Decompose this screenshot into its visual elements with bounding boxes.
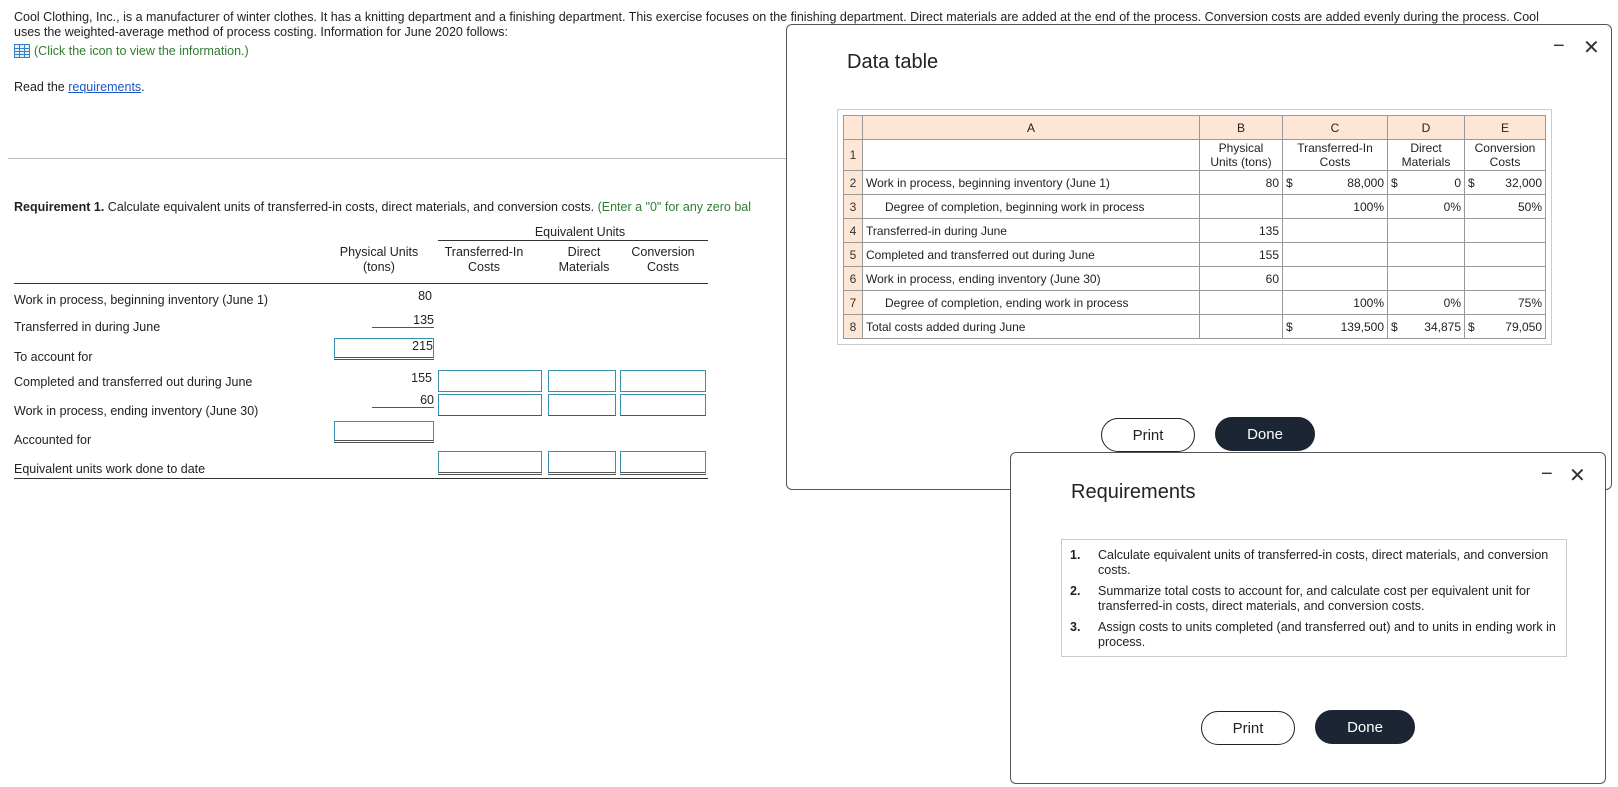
column-letter-row	[844, 116, 1546, 140]
cell-e	[1479, 243, 1546, 267]
data-print-button[interactable]: Print	[1101, 418, 1195, 452]
intro-line-1: Cool Clothing, Inc., is a manufacturer of winter clothes. It has a knitting department and a finishing department. This exercise focuses on the finishing department. Direct materials are added at the end of the process. Conversion costs are added evenly during the process. Cool	[14, 10, 1539, 24]
cell-e-sym: $	[1465, 171, 1480, 195]
header-c	[1283, 140, 1388, 171]
requirement-1-text: Calculate equivalent units of transferred-in costs, direct materials, and conversion costs.	[104, 200, 598, 214]
data-table	[843, 115, 1546, 339]
data-done-button[interactable]: Done	[1215, 417, 1315, 451]
cell-e: 50%	[1479, 195, 1546, 219]
row-label: Completed and transferred out during June	[863, 243, 1200, 267]
cell-d-sym	[1388, 291, 1403, 315]
conversion-ending-input[interactable]	[620, 394, 706, 416]
conversion-equiv-input[interactable]	[620, 451, 706, 475]
row-label-completed: Completed and transferred out during June	[14, 375, 253, 389]
item-num: 1.	[1070, 548, 1081, 562]
cell-e	[1479, 219, 1546, 243]
row-num-1: 1	[844, 140, 863, 171]
cell-d	[1402, 219, 1465, 243]
physical-units-header	[334, 245, 424, 275]
row-label: Total costs added during June	[863, 315, 1200, 339]
transferred-in-ending-input[interactable]	[438, 394, 542, 416]
header-c-l2: Costs	[1319, 155, 1351, 169]
transferred-in-completed-input[interactable]	[438, 370, 542, 392]
cell-e-sym	[1465, 195, 1480, 219]
physical-units-header-l2: (tons)	[363, 260, 395, 274]
row-label-wip-ending: Work in process, ending inventory (June 30)	[14, 404, 259, 418]
row-num: 7	[844, 291, 863, 315]
col-letter-b: B	[1200, 116, 1283, 140]
transferred-in-header-l1: Transferred-In	[444, 245, 524, 259]
row-label-accounted-for: Accounted for	[14, 433, 92, 447]
row-label-wip-beginning: Work in process, beginning inventory (June 1)	[14, 293, 269, 307]
minimize-icon[interactable]: −	[1541, 463, 1553, 485]
item-text: Calculate equivalent units of transferred-in costs, direct materials, and conversion costs.	[1098, 548, 1549, 577]
header-e	[1465, 140, 1546, 171]
header-c-l1: Transferred-In	[1297, 141, 1373, 155]
click-info-text[interactable]: (Click the icon to view the information.)	[34, 44, 249, 58]
cell-d	[1402, 243, 1465, 267]
cell-c	[1297, 267, 1388, 291]
bottom-rule	[14, 478, 708, 479]
table-row	[844, 267, 1546, 291]
close-icon[interactable]: ✕	[1583, 37, 1600, 59]
cell-e-sym: $	[1465, 315, 1480, 339]
list-item	[1070, 548, 1558, 578]
conversion-costs-header	[620, 245, 706, 275]
requirement-1-label: Requirement 1.	[14, 200, 105, 214]
requirements-link[interactable]: requirements	[68, 80, 142, 94]
cell-c: 100%	[1297, 291, 1388, 315]
table-row	[844, 195, 1546, 219]
physical-accounted-for-input[interactable]	[334, 421, 434, 443]
cell-c: 100%	[1297, 195, 1388, 219]
cell-c: 88,000	[1297, 171, 1388, 195]
intro-line-2: uses the weighted-average method of process costing. Information for June 2020 follows:	[14, 25, 509, 39]
conversion-costs-header-l2: Costs	[647, 260, 679, 274]
cell-c-sym	[1283, 219, 1298, 243]
row-label: Degree of completion, beginning work in process	[863, 195, 1200, 219]
requirements-title: Requirements	[1071, 481, 1196, 503]
close-icon[interactable]: ✕	[1569, 465, 1586, 487]
cell-e-sym	[1465, 291, 1480, 315]
data-table-icon[interactable]	[14, 44, 30, 58]
physical-completed: 155	[411, 371, 432, 385]
cell-b	[1200, 195, 1283, 219]
direct-materials-header	[544, 245, 624, 275]
row-num: 4	[844, 219, 863, 243]
cell-d: 34,875	[1402, 315, 1465, 339]
corner-cell	[844, 116, 863, 140]
col-letter-e: E	[1465, 116, 1546, 140]
physical-to-account-for[interactable]: 215	[334, 338, 434, 360]
cell-c-sym: $	[1283, 315, 1298, 339]
direct-materials-completed-input[interactable]	[548, 370, 616, 392]
read-requirements	[14, 80, 145, 94]
cell-c-sym	[1283, 195, 1298, 219]
data-table-popup	[786, 24, 1612, 490]
read-prefix: Read the	[14, 80, 69, 94]
direct-materials-header-l2: Materials	[558, 260, 610, 274]
col-letter-a: A	[863, 116, 1200, 140]
table-row	[844, 243, 1546, 267]
physical-wip-beginning: 80	[418, 289, 432, 303]
cell-b: 80	[1200, 171, 1283, 195]
row-num: 2	[844, 171, 863, 195]
header-e-l2: Costs	[1489, 155, 1521, 169]
cell-d	[1402, 267, 1465, 291]
row-label-to-account-for: To account for	[14, 350, 93, 364]
item-num: 2.	[1070, 584, 1081, 598]
cell-b: 155	[1200, 243, 1283, 267]
header-b-l1: Physical	[1218, 141, 1264, 155]
cell-c	[1297, 243, 1388, 267]
list-item	[1070, 620, 1558, 650]
row-label-equivalent-units: Equivalent units work done to date	[14, 462, 206, 476]
header-b	[1200, 140, 1283, 171]
requirement-1-hint: (Enter a "0" for any zero bal	[597, 200, 752, 214]
transferred-in-header	[434, 245, 534, 275]
header-rule	[14, 283, 708, 284]
cell-e: 79,050	[1479, 315, 1546, 339]
requirements-list	[1061, 539, 1567, 657]
header-d	[1388, 140, 1465, 171]
transferred-in-equiv-input[interactable]	[438, 451, 542, 475]
data-table-title: Data table	[847, 51, 939, 73]
cell-d-sym	[1388, 219, 1403, 243]
cell-e-sym	[1465, 219, 1480, 243]
direct-materials-equiv-input[interactable]	[548, 451, 616, 475]
table-row	[844, 171, 1546, 195]
row-num: 3	[844, 195, 863, 219]
conversion-costs-header-l1: Conversion	[631, 245, 695, 259]
item-num: 3.	[1070, 620, 1081, 634]
header-b-l2: Units (tons)	[1210, 155, 1272, 169]
row-label-transferred-in: Transferred in during June	[14, 320, 161, 334]
cell-d-sym	[1388, 195, 1403, 219]
item-text: Assign costs to units completed (and transferred out) and to units in ending work in process.	[1098, 620, 1556, 649]
cell-d-sym	[1388, 267, 1403, 291]
cell-c-sym	[1283, 267, 1298, 291]
header-d-l1: Direct	[1410, 141, 1442, 155]
item-text: Summarize total costs to account for, and calculate cost per equivalent unit for transferred-in costs, direct materials, and conversion costs.	[1098, 584, 1531, 613]
direct-materials-header-l1: Direct	[567, 245, 601, 259]
cell-c-sym	[1283, 291, 1298, 315]
direct-materials-ending-input[interactable]	[548, 394, 616, 416]
cell-b: 135	[1200, 219, 1283, 243]
data-table-frame	[837, 109, 1552, 345]
row-num: 6	[844, 267, 863, 291]
row-label: Work in process, ending inventory (June 30)	[863, 267, 1200, 291]
header-a	[863, 140, 1200, 171]
cell-d-sym: $	[1388, 171, 1403, 195]
cell-b	[1200, 315, 1283, 339]
cell-d: 0%	[1402, 195, 1465, 219]
col-letter-d: D	[1388, 116, 1465, 140]
row-num: 5	[844, 243, 863, 267]
conversion-completed-input[interactable]	[620, 370, 706, 392]
cell-c	[1297, 219, 1388, 243]
click-info-link[interactable]	[14, 44, 249, 58]
header-d-l2: Materials	[1401, 155, 1451, 169]
requirements-popup	[1010, 452, 1606, 784]
cell-b	[1200, 291, 1283, 315]
table-row	[844, 219, 1546, 243]
row-label: Work in process, beginning inventory (June 1)	[863, 171, 1200, 195]
cell-d-sym: $	[1388, 315, 1403, 339]
physical-transferred-in: 135	[372, 313, 434, 328]
cell-e-sym	[1465, 243, 1480, 267]
cell-e-sym	[1465, 267, 1480, 291]
cell-c: 139,500	[1297, 315, 1388, 339]
section-divider	[8, 158, 788, 159]
transferred-in-header-l2: Costs	[468, 260, 500, 274]
minimize-icon[interactable]: −	[1553, 35, 1565, 57]
requirements-print-button[interactable]: Print	[1201, 711, 1295, 745]
cell-d-sym	[1388, 243, 1403, 267]
header-e-l1: Conversion	[1474, 141, 1536, 155]
table-row	[844, 291, 1546, 315]
table-row	[844, 315, 1546, 339]
row-label: Transferred-in during June	[863, 219, 1200, 243]
physical-wip-ending: 60	[372, 393, 434, 408]
cell-e: 32,000	[1479, 171, 1546, 195]
col-letter-c: C	[1283, 116, 1388, 140]
requirements-done-button[interactable]: Done	[1315, 710, 1415, 744]
equiv-units-rule	[438, 240, 708, 241]
cell-b: 60	[1200, 267, 1283, 291]
read-suffix: .	[141, 80, 145, 94]
cell-d: 0	[1402, 171, 1465, 195]
physical-units-header-l1: Physical Units	[339, 245, 419, 259]
cell-c-sym	[1283, 243, 1298, 267]
cell-c-sym: $	[1283, 171, 1298, 195]
cell-e	[1479, 267, 1546, 291]
row-label: Degree of completion, ending work in process	[863, 291, 1200, 315]
row-num: 8	[844, 315, 863, 339]
list-item	[1070, 584, 1558, 614]
equivalent-units-header: Equivalent Units	[534, 225, 626, 239]
requirement-1-prompt	[14, 200, 784, 214]
cell-d: 0%	[1402, 291, 1465, 315]
cell-e: 75%	[1479, 291, 1546, 315]
column-header-row	[844, 140, 1546, 171]
